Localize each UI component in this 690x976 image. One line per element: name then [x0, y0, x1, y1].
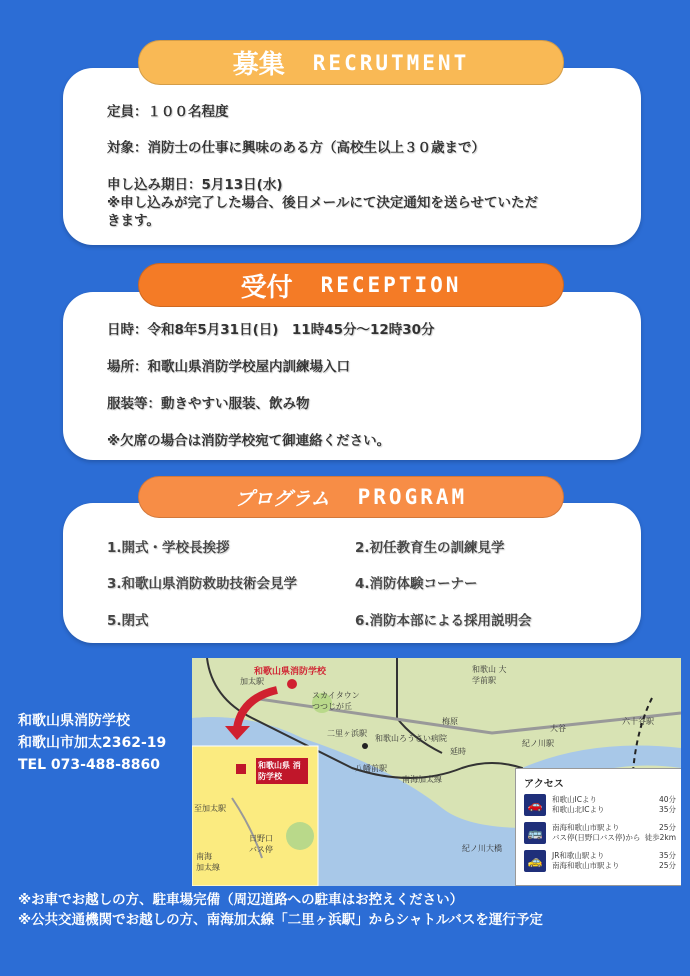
- program-item: 1.開式・学校長挨拶: [107, 540, 230, 556]
- map-label: 二里ヶ浜駅: [327, 729, 367, 738]
- reception-absence: ※欠席の場合は消防学校宛て御連絡ください。: [107, 433, 391, 449]
- access-time: 徒歩2km: [644, 833, 676, 842]
- school-tel: TEL 073-488-8860: [18, 757, 160, 773]
- program-item: 4.消防体験コーナー: [355, 576, 478, 592]
- reception-title-jp: 受付: [240, 272, 293, 303]
- access-time: 35分: [658, 851, 676, 860]
- map-label: 大谷: [550, 724, 566, 733]
- access-from: 和歌山北ICより: [552, 805, 605, 814]
- access-time: 25分: [658, 823, 676, 832]
- program-title-en: PROGRAM: [357, 485, 468, 509]
- map-label: 紀ノ川駅: [522, 739, 554, 748]
- access-box: [515, 768, 681, 886]
- program-item: 5.閉式: [107, 613, 149, 629]
- program-item: 6.消防本部による採用説明会: [355, 613, 532, 629]
- program-title-jp: プログラム: [234, 487, 330, 510]
- reception-place: 場所：和歌山県消防学校屋内訓練場入口: [107, 359, 350, 375]
- map-label: 延時: [450, 747, 466, 756]
- reception-datetime: 日時：令和8年5月31日(日) 11時45分～12時30分: [107, 322, 435, 338]
- access-time: 35分: [658, 805, 676, 814]
- map-label: 日野口 バス停: [249, 834, 273, 854]
- bus-icon: 🚌: [524, 822, 546, 844]
- map-label: 南海加太線: [402, 775, 442, 784]
- recruitment-title-jp: 募集: [232, 50, 285, 80]
- note-line-1: ※申し込みが完了した場合、後日メールにて決定通知を送らせていただ: [107, 195, 538, 211]
- car-icon: 🚗: [524, 794, 546, 816]
- access-map: [192, 658, 681, 886]
- school-address: 和歌山市加太2362-19: [18, 735, 167, 751]
- reception-card: [63, 292, 641, 460]
- map-label: 南海 加太線: [196, 852, 220, 872]
- address-block: [18, 710, 166, 776]
- access-from: 南海和歌山市駅より: [552, 823, 620, 832]
- map-label-school: 和歌山県消防学校: [254, 667, 327, 677]
- map-label: 和歌山 大学前駅: [472, 665, 507, 685]
- program-header: [138, 476, 564, 518]
- target: 対象：消防士の仕事に興味のある方（高校生以上３０歳まで）: [107, 140, 485, 156]
- map-label: 加太駅: [240, 677, 264, 686]
- map-label: 和歌山ろうさい病院: [375, 734, 447, 743]
- recruitment-title-en: RECRUTMENT: [312, 50, 470, 75]
- reception-title-en: RECEPTION: [320, 273, 462, 297]
- map-label: 至加太駅: [194, 804, 226, 813]
- inset-school-label: 和歌山県 消防学校: [256, 758, 308, 784]
- school-name: 和歌山県消防学校: [18, 713, 130, 729]
- access-from: 和歌山ICより: [552, 795, 597, 804]
- reception-header: [138, 263, 564, 307]
- recruitment-header: [138, 40, 564, 85]
- reception-dress: 服装等：動きやすい服装、飲み物: [107, 396, 310, 412]
- program-item: 3.和歌山県消防救助技術会見学: [107, 576, 298, 592]
- map-label: 六十谷駅: [622, 717, 654, 726]
- access-from: 南海和歌山市駅より: [552, 861, 620, 870]
- program-item: 2.初任教育生の訓練見学: [355, 540, 505, 556]
- taxi-icon: 🚕: [524, 850, 546, 872]
- parking-note: ※お車でお越しの方、駐車場完備（周辺道路への駐車はお控えください）: [18, 892, 464, 908]
- note-line-2: きます。: [107, 213, 160, 229]
- map-label: 梅原: [442, 717, 458, 726]
- capacity: 定員：１００名程度: [107, 104, 229, 120]
- deadline: 申し込み期日：5月13日(水): [107, 177, 283, 193]
- program-card: [63, 503, 641, 643]
- access-from: バス停(日野口バス停)から: [552, 833, 641, 842]
- access-from: JR和歌山駅より: [552, 851, 605, 860]
- access-time: 40分: [658, 795, 676, 804]
- transit-note: ※公共交通機関でお越しの方、南海加太線「二里ヶ浜駅」からシャトルバスを運行予定: [18, 912, 543, 928]
- access-title: アクセス: [524, 779, 564, 790]
- map-label: 紀ノ川大橋: [462, 844, 502, 853]
- recruitment-card: [63, 68, 641, 245]
- map-label: 八幡前駅: [355, 764, 387, 773]
- access-time: 25分: [658, 861, 676, 870]
- map-label: スカイタウン つつじが丘: [312, 691, 360, 711]
